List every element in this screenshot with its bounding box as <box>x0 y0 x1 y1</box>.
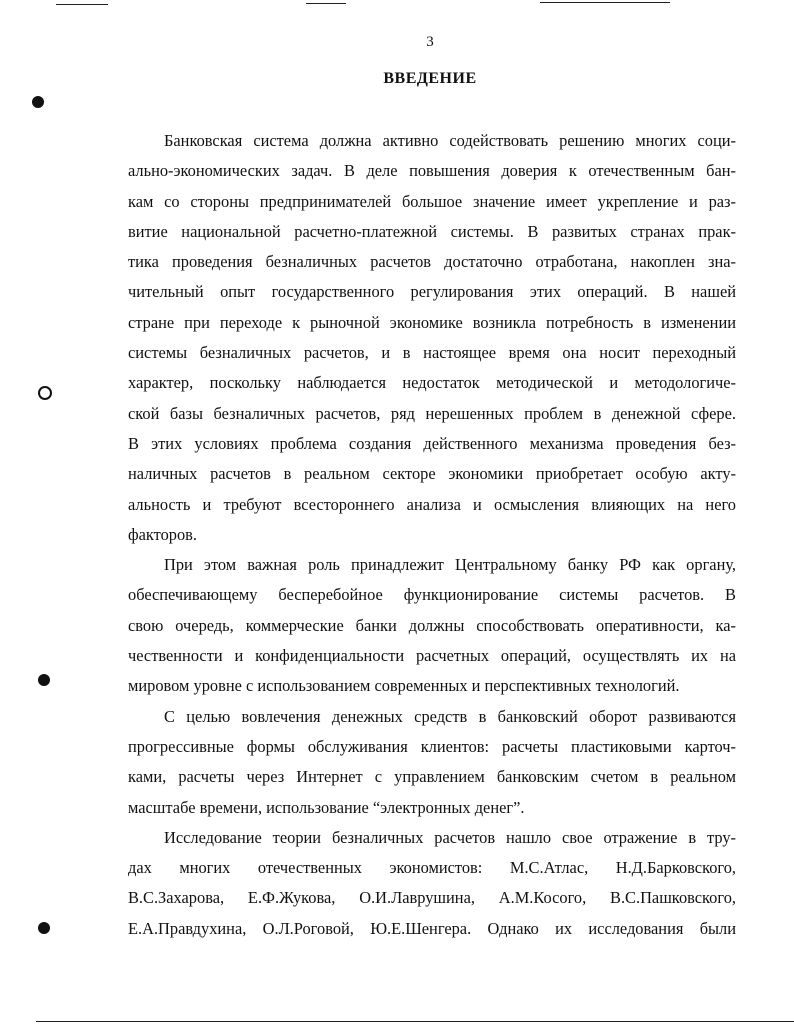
paragraph-1 <box>128 126 736 550</box>
text-line: ками, расчеты через Интернет с управлением банковским счетом в реальном <box>128 767 736 787</box>
text-line: Исследование теории безналичных расчетов нашло свое отражение в тру- <box>164 827 736 847</box>
text-line: чительный опыт государственного регулирования этих операций. В нашей <box>128 282 736 302</box>
binder-hole-4 <box>38 922 50 934</box>
paragraph-4 <box>128 823 736 944</box>
scan-edge-top-left <box>56 4 108 5</box>
text-line: прогрессивные формы обслуживания клиентов: расчеты пластиковыми карточ- <box>128 736 736 756</box>
text-line: масштабе времени, использование “электронных денег”. <box>128 797 525 817</box>
text-line: стране при переходе к рыночной экономике возникла потребность в изменении <box>128 312 736 332</box>
text-line: С целью вовлечения денежных средств в банковский оборот развиваются <box>164 706 736 726</box>
page-title: ВВЕДЕНИЕ <box>383 70 477 87</box>
text-line: обеспечивающему бесперебойное функционирование системы расчетов. В <box>128 585 736 605</box>
text-line: Банковская система должна активно содействовать решению многих соци- <box>164 131 736 150</box>
scan-edge-top-mid <box>306 3 346 4</box>
paragraph-3 <box>128 702 736 823</box>
binder-hole-3 <box>38 674 50 686</box>
text-line: характер, поскольку наблюдается недостаток методической и методологиче- <box>128 373 736 393</box>
scan-edge-bottom <box>36 1021 794 1022</box>
text-line: ской базы безналичных расчетов, ряд нерешенных проблем в денежной сфере. <box>128 403 736 423</box>
page-number: 3 <box>426 34 434 50</box>
text-line: витие национальной расчетно-платежной системы. В развитых странах прак- <box>128 221 736 241</box>
text-line: мировом уровне с использованием современных и перспективных технологий. <box>128 676 680 696</box>
body-text <box>128 126 736 944</box>
text-line: тика проведения безналичных расчетов достаточно отработана, накоплен зна- <box>128 252 736 272</box>
binder-hole-2 <box>38 386 52 400</box>
text-line: ально-экономических задач. В деле повышения доверия к отечественным бан- <box>128 161 736 181</box>
text-line: альность и требуют всестороннего анализа и осмысления влияющих на него <box>128 494 736 514</box>
text-line: кам со стороны предпринимателей большое значение имеет укрепление и раз- <box>128 191 736 211</box>
text-line: наличных расчетов в реальном секторе экономики приобретает особую акту- <box>128 464 736 484</box>
text-line: В.С.Захарова, Е.Ф.Жукова, О.И.Лаврушина, А.М.Косого, В.С.Пашковского, <box>128 888 736 908</box>
text-line: Е.А.Правдухина, О.Л.Роговой, Ю.Е.Шенгера. Однако их исследования были <box>128 918 736 938</box>
paragraph-2 <box>128 550 736 701</box>
text-line: В этих условиях проблема создания действенного механизма проведения без- <box>128 433 736 453</box>
text-line: чественности и конфиденциальности расчетных операций, осуществлять их на <box>128 646 736 666</box>
text-line: системы безналичных расчетов, и в настоящее время она носит переходный <box>128 343 736 363</box>
binder-hole-1 <box>32 96 44 108</box>
text-line: При этом важная роль принадлежит Центральному банку РФ как органу, <box>164 555 736 575</box>
scan-edge-top-right <box>540 2 670 3</box>
text-line: дах многих отечественных экономистов: М.С.Атлас, Н.Д.Барковского, <box>128 858 736 878</box>
text-line: свою очередь, коммерческие банки должны способствовать оперативности, ка- <box>128 615 736 635</box>
text-line: факторов. <box>128 524 198 544</box>
